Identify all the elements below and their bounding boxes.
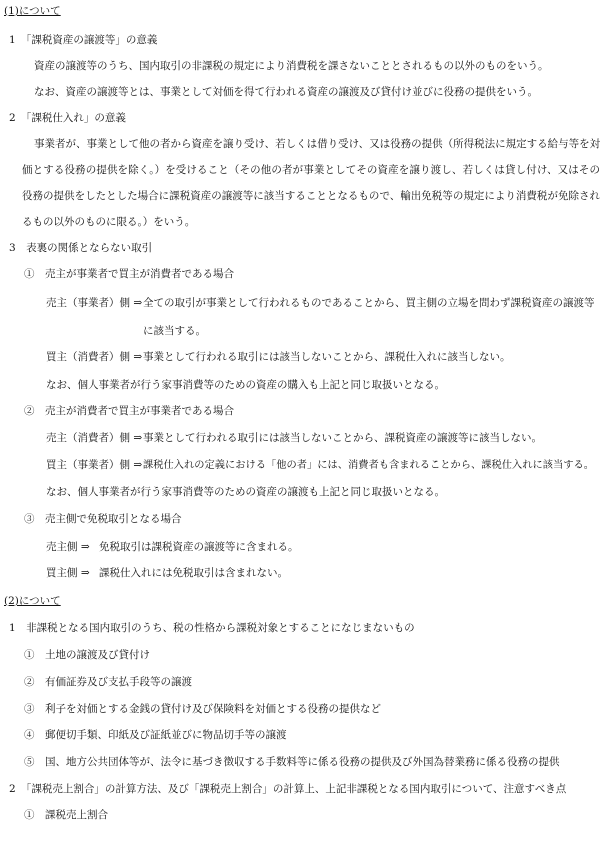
case1-title: ① 売主が事業者で買主が消費者である場合 xyxy=(24,268,234,280)
nontaxable-list-item-2: ② 有価証券及び支払手段等の譲渡 xyxy=(24,676,192,688)
case3-buyer-text: 課税仕入れには免税取引は含まれない。 xyxy=(99,567,288,579)
case2-buyer-text: 課税仕入れの定義における「他の者」には、消費者も含まれることから、課税仕入れに該当する。 xyxy=(143,459,595,471)
nontaxable-list-item-3: ③ 利子を対価とする金銭の貸付け及び保険料を対価とする役務の提供など xyxy=(24,703,381,715)
case1-seller-text-2: に該当する。 xyxy=(143,325,206,337)
case1-note: なお、個人事業者が行う家事消費等のための資産の購入も上記と同じ取扱いとなる。 xyxy=(46,379,445,391)
case2-seller-label: 売主（消費者）側 ⇒ xyxy=(46,432,143,444)
case2-seller-text: 事業として行われる取引には該当しないことから、課税資産の譲渡等に該当しない。 xyxy=(143,432,542,444)
section2-item1-title: 1 非課税となる国内取引のうち、税の性格から課税対象とすることになじまないもの xyxy=(9,622,415,634)
nontaxable-list-item-1: ① 土地の譲渡及び貸付け xyxy=(24,649,150,661)
case2-buyer-label: 買主（事業者）側 ⇒ xyxy=(46,459,143,471)
case1-buyer-text: 事業として行われる取引には該当しないことから、課税仕入れに該当しない。 xyxy=(143,351,511,363)
item2-line-4: るもの以外のものに限る。）をいう。 xyxy=(22,216,196,228)
item1-title: 1 「課税資産の譲渡等」の意義 xyxy=(9,34,158,46)
case2-title: ② 売主が消費者で買主が事業者である場合 xyxy=(24,405,234,417)
item2-line-3: 役務の提供をしたとした場合に課税資産の譲渡等に該当することとなるもので、輸出免税等の規定により消費税が免除され xyxy=(22,190,600,202)
section1-heading: (1)について xyxy=(4,5,61,17)
case3-seller-label: 売主側 ⇒ xyxy=(46,541,90,553)
case1-seller-label: 売主（事業者）側 ⇒ xyxy=(46,297,143,309)
item1-paragraph-2: なお、資産の譲渡等とは、事業として対価を得て行われる資産の譲渡及び貸付け並びに役務の提供をいう。 xyxy=(34,86,538,98)
item3-title: 3 表裏の関係とならない取引 xyxy=(9,242,153,254)
section2-item2-sub1: ① 課税売上割合 xyxy=(24,809,108,821)
case2-note: なお、個人事業者が行う家事消費等のための資産の譲渡も上記と同じ取扱いとなる。 xyxy=(46,486,445,498)
section2-item2-title: 2 「課税売上割合」の計算方法、及び「課税売上割合」の計算上、上記非課税となる国内取引について、注意すべき点 xyxy=(9,783,567,795)
section2-heading: (2)について xyxy=(4,595,61,607)
nontaxable-list-item-4: ④ 郵便切手類、印紙及び証紙並びに物品切手等の譲渡 xyxy=(24,729,287,741)
item2-title: 2 「課税仕入れ」の意義 xyxy=(9,112,126,124)
item2-line-2: 価とする役務の提供を除く。）を受けること（その他の者が事業としてその資産を譲り渡し、若しくは貸し付け、又はその xyxy=(22,164,600,176)
case1-buyer-label: 買主（消費者）側 ⇒ xyxy=(46,351,143,363)
case3-buyer-label: 買主側 ⇒ xyxy=(46,567,90,579)
item2-line-1: 事業者が、事業として他の者から資産を譲り受け、若しくは借り受け、又は役務の提供（所得税法に規定する給与等を対 xyxy=(34,138,601,150)
case3-seller-text: 免税取引は課税資産の譲渡等に含まれる。 xyxy=(99,541,299,553)
item1-paragraph-1: 資産の譲渡等のうち、国内取引の非課税の規定により消費税を課さないこととされるもの以外のものをいう。 xyxy=(34,60,549,72)
nontaxable-list-item-5: ⑤ 国、地方公共団体等が、法令に基づき徴収する手数料等に係る役務の提供及び外国為替業務に係る役務の提供 xyxy=(24,756,560,768)
case1-seller-text-1: 全ての取引が事業として行われるものであることから、買主側の立場を問わず課税資産の譲渡等 xyxy=(143,297,595,309)
case3-title: ③ 売主側で免税取引となる場合 xyxy=(24,513,182,525)
